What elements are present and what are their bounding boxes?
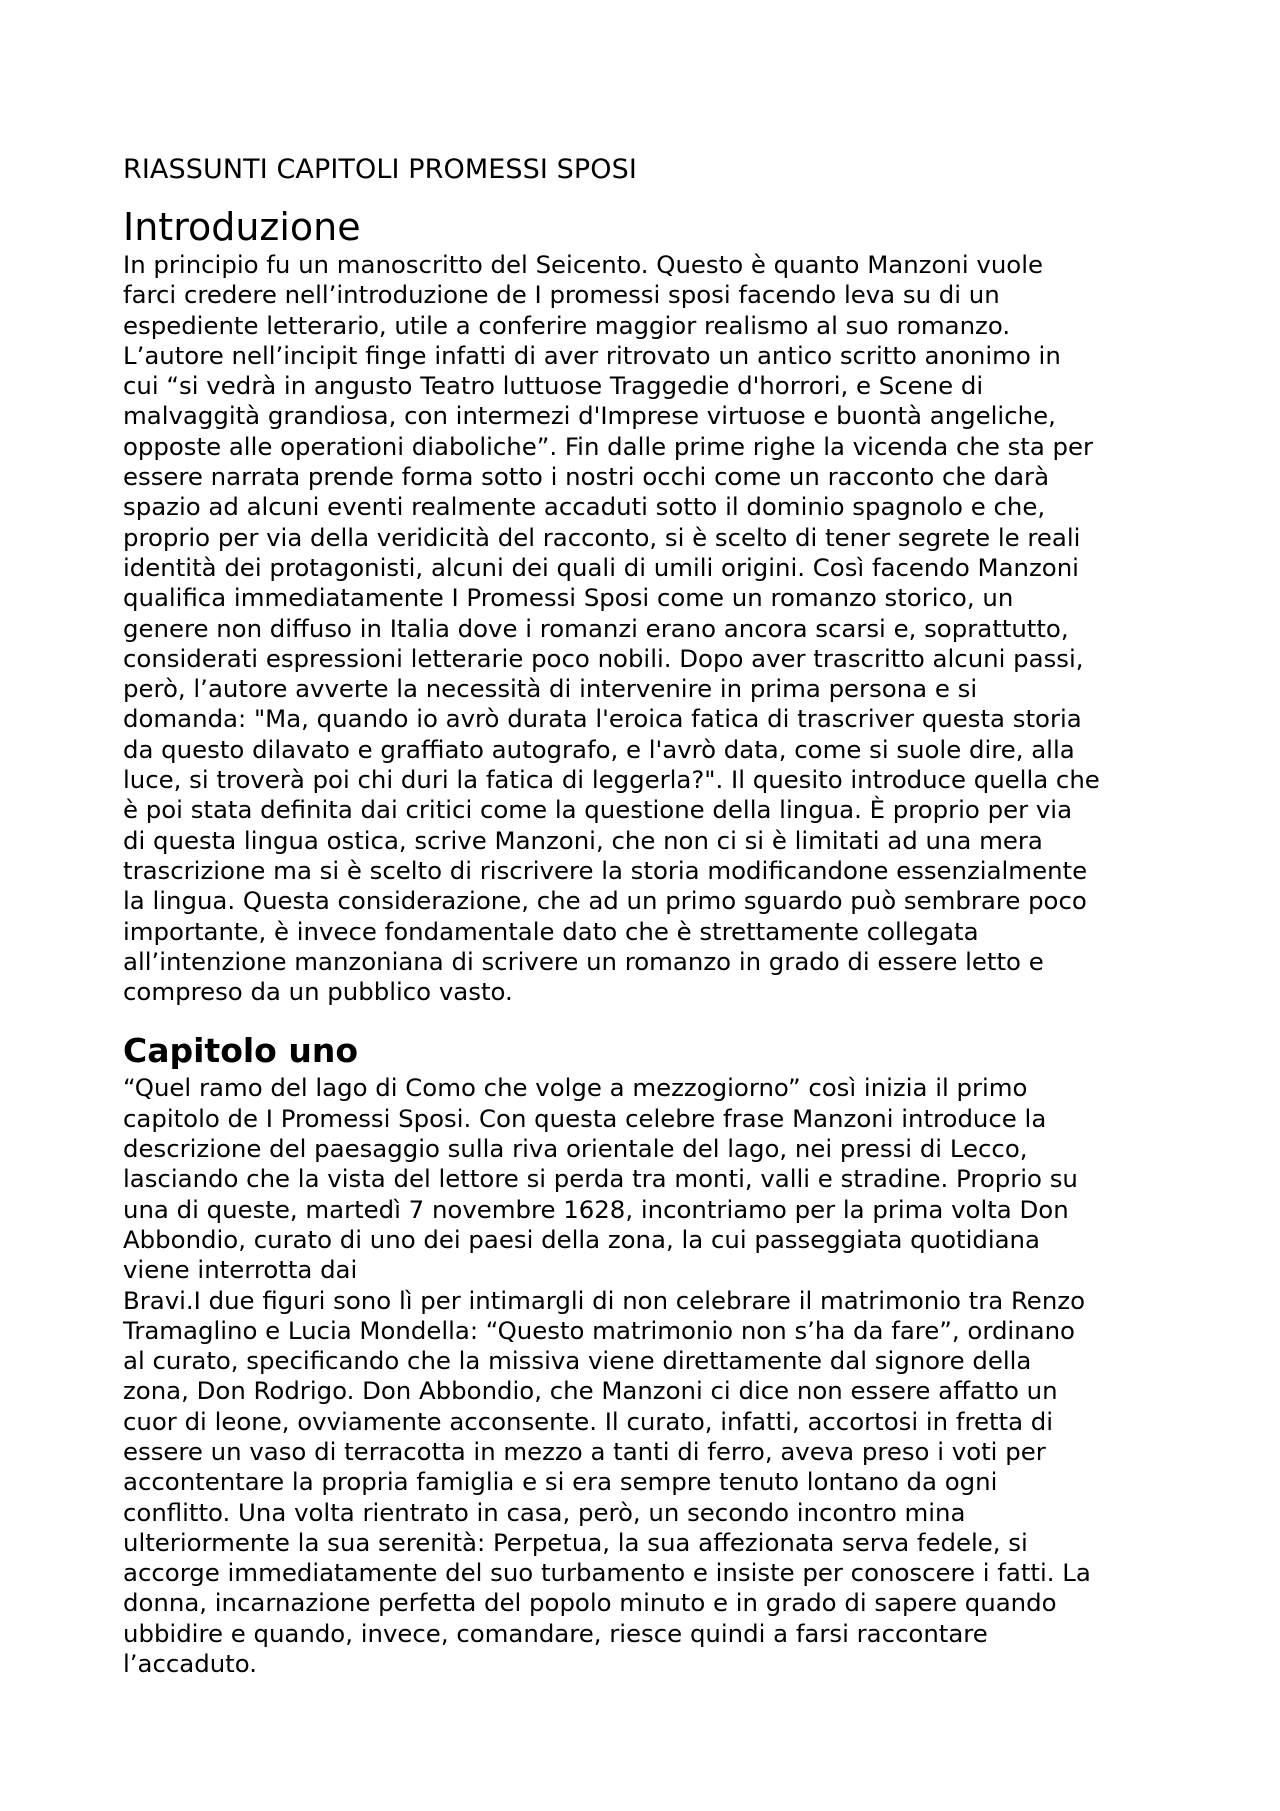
text-line: In principio fu un manoscritto del Seicento. Questo è quanto Manzoni vuole: [123, 250, 1043, 279]
section-heading-introduzione: Introduzione: [123, 205, 361, 249]
text-line: l’accaduto.: [123, 1649, 257, 1679]
text-line: però, l’autore avverte la necessità di intervenire in prima persona e si: [123, 674, 978, 704]
document-page: [123, 150, 1183, 1679]
text-line: viene interrotta dai: [123, 1255, 358, 1285]
text-line: essere narrata prende forma sotto i nostri occhi come un racconto che darà: [123, 462, 1050, 492]
text-line: considerati espressioni letterarie poco nobili. Dopo aver trascritto alcuni passi,: [123, 643, 1084, 673]
text-line: malvaggità grandiosa, con intermezi d'Imprese virtuose e buontà angeliche,: [123, 401, 1056, 431]
text-line: opposte alle operationi diaboliche”. Fin dalle prime righe la vicenda che sta per: [123, 431, 1094, 461]
text-line: da questo dilavato e graffiato autografo, e l'avrò data, come si suole dire, alla: [123, 734, 1075, 764]
text-line: cui “si vedrà in angusto Teatro luttuose Traggedie d'horrori, e Scene di: [123, 371, 984, 401]
text-line: L’autore nell’incipit finge infatti di aver ritrovato un antico scritto anonimo in: [123, 340, 1061, 370]
text-line: ubbidire e quando, invece, comandare, riesce quindi a farsi raccontare: [123, 1618, 988, 1648]
text-line: domanda: "Ma, quando io avrò durata l'eroica fatica di trascriver questa storia: [123, 704, 1082, 734]
text-line: farci credere nell’introduzione de I promessi sposi facendo leva su di un: [123, 280, 1000, 310]
text-line: cuor di leone, ovviamente acconsente. Il curato, infatti, accortosi in fretta di: [123, 1406, 1054, 1436]
text-line: ulteriormente la sua serenità: Perpetua, la sua affezionata serva fedele, si: [123, 1527, 1028, 1557]
text-line: genere non diffuso in Italia dove i romanzi erano ancora scarsi e, soprattutto,: [123, 613, 1069, 643]
text-line: donna, incarnazione perfetta del popolo minuto e in grado di sapere quando: [123, 1588, 1057, 1618]
text-line: di questa lingua ostica, scrive Manzoni, che non ci si è limitati ad una mera: [123, 825, 1043, 855]
text-line: una di queste, martedì 7 novembre 1628, incontriamo per la prima volta Don: [123, 1194, 1069, 1224]
text-line: la lingua. Questa considerazione, che ad un primo sguardo può sembrare poco: [123, 886, 1087, 916]
text-line: accorge immediatamente del suo turbamento e insiste per conoscere i fatti. La: [123, 1558, 1091, 1588]
text-line: proprio per via della veridicità del racconto, si è scelto di tener segrete le reali: [123, 522, 1081, 552]
text-line: identità dei protagonisti, alcuni dei quali di umili origini. Così facendo Manzoni: [123, 552, 1079, 582]
text-line: Tramaglino e Lucia Mondella: “Questo matrimonio non s’ha da fare”, ordinano: [123, 1315, 1075, 1345]
text-line: trascrizione ma si è scelto di riscrivere la storia modificandone essenzialmente: [123, 855, 1088, 885]
text-line: Abbondio, curato di uno dei paesi della zona, la cui passeggiata quotidiana: [123, 1224, 1040, 1254]
text-line: al curato, specificando che la missiva viene direttamente dal signore della: [123, 1346, 1032, 1376]
text-line: “Quel ramo del lago di Como che volge a mezzogiorno” così inizia il primo: [123, 1073, 1028, 1103]
text-line: qualifica immediatamente I Promessi Sposi come un romanzo storico, un: [123, 583, 1014, 613]
text-line: Bravi.I due figuri sono lì per intimargli di non celebrare il matrimonio tra Renzo: [123, 1285, 1086, 1315]
text-line: conflitto. Una volta rientrato in casa, però, un secondo incontro mina: [123, 1497, 966, 1527]
text-line: lasciando che la vista del lettore si perda tra monti, valli e stradine. Proprio su: [123, 1164, 1078, 1194]
text-line: accontentare la propria famiglia e si era sempre tenuto lontano da ogni: [123, 1467, 998, 1497]
text-line: essere un vaso di terracotta in mezzo a tanti di ferro, aveva preso i voti per: [123, 1436, 1046, 1466]
text-line: capitolo de I Promessi Sposi. Con questa celebre frase Manzoni introduce la: [123, 1103, 1047, 1133]
section-heading-capitolo-uno: Capitolo uno: [123, 1031, 358, 1071]
text-line: all’intenzione manzoniana di scrivere un romanzo in grado di essere letto e: [123, 946, 1044, 976]
text-line: compreso da un pubblico vasto.: [123, 977, 513, 1007]
text-line: luce, si troverà poi chi duri la fatica di leggerla?". Il quesito introduce quella che: [123, 765, 1100, 795]
text-line: spazio ad alcuni eventi realmente accaduti sotto il dominio spagnolo e che,: [123, 492, 1046, 522]
text-line: zona, Don Rodrigo. Don Abbondio, che Manzoni ci dice non essere affatto un: [123, 1376, 1058, 1406]
text-line: descrizione del paesaggio sulla riva orientale del lago, nei pressi di Lecco,: [123, 1134, 1028, 1164]
text-line: importante, è invece fondamentale dato che è strettamente collegata: [123, 916, 979, 946]
text-line: espediente letterario, utile a conferire maggior realismo al suo romanzo.: [123, 310, 1011, 340]
section-body-capitolo-uno: [123, 1073, 1183, 1679]
section-body-introduzione: [123, 250, 1183, 1007]
document-title: RIASSUNTI CAPITOLI PROMESSI SPOSI: [123, 154, 637, 185]
text-line: è poi stata definita dai critici come la questione della lingua. È proprio per via: [123, 795, 1073, 825]
